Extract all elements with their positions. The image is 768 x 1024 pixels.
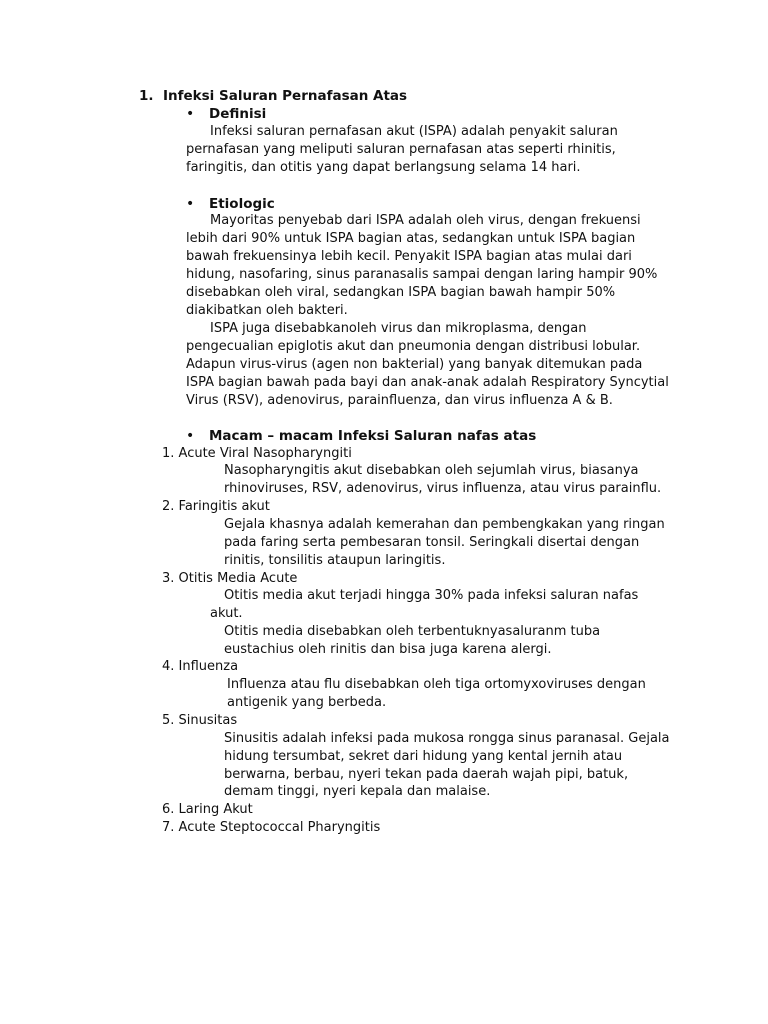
heading-title: Infeksi Saluran Pernafasan Atas: [163, 88, 408, 104]
list-item-label: 4. Influenza: [162, 659, 239, 674]
list-item-desc: antigenik yang berbeda.: [227, 695, 387, 710]
list-item-desc: Gejala khasnya adalah kemerahan dan pembengkakan yang ringan: [224, 517, 665, 532]
list-item-desc: demam tinggi, nyeri kepala dan malaise.: [224, 784, 491, 799]
list-item-desc: berwarna, berbau, nyeri tekan pada daerah wajah pipi, batuk,: [224, 767, 629, 782]
etiologic-para2-line: ISPA bagian bawah pada bayi dan anak-anak adalah Respiratory Syncytial: [186, 375, 669, 390]
list-item-desc: Otitis media akut terjadi hingga 30% pada infeksi saluran nafas: [224, 588, 639, 603]
macam-title: Macam – macam Infeksi Saluran nafas atas: [209, 428, 537, 444]
etiologic-para1-line: diakibatkan oleh bakteri.: [186, 303, 348, 318]
list-item-desc: eustachius oleh rinitis dan bisa juga karena alergi.: [224, 642, 552, 657]
etiologic-para1-line: lebih dari 90% untuk ISPA bagian atas, sedangkan untuk ISPA bagian: [186, 231, 636, 246]
bullet-macam: •: [186, 428, 195, 444]
list-item-label: 5. Sinusitas: [162, 713, 238, 728]
list-item-desc: Sinusitis adalah infeksi pada mukosa rongga sinus paranasal. Gejala: [224, 731, 670, 746]
heading-number: 1.: [139, 88, 154, 104]
list-item-label: 1. Acute Viral Nasopharyngiti: [162, 446, 352, 461]
etiologic-para2-line: Virus (RSV), adenovirus, parainfluenza, dan virus influenza A & B.: [186, 393, 613, 408]
etiologic-para1-line: Mayoritas penyebab dari ISPA adalah oleh virus, dengan frekuensi: [210, 213, 641, 228]
list-item-label: 3. Otitis Media Acute: [162, 571, 298, 586]
list-item-desc: rinitis, tonsilitis ataupun laringitis.: [224, 553, 446, 568]
etiologic-para2-line: Adapun virus-virus (agen non bakterial) yang banyak ditemukan pada: [186, 357, 643, 372]
definisi-line: Infeksi saluran pernafasan akut (ISPA) adalah penyakit saluran: [210, 124, 618, 139]
bullet-definisi: •: [186, 106, 195, 122]
list-item-desc: akut.: [210, 606, 243, 621]
definisi-line: pernafasan yang meliputi saluran pernafasan atas seperti rhinitis,: [186, 142, 616, 157]
bullet-etiologic: •: [186, 196, 195, 212]
etiologic-para2-line: ISPA juga disebabkanoleh virus dan mikroplasma, dengan: [210, 321, 587, 336]
etiologic-title: Etiologic: [209, 196, 275, 212]
list-item-desc: hidung tersumbat, sekret dari hidung yang kental jernih atau: [224, 749, 623, 764]
etiologic-para1-line: bawah frekuensinya lebih kecil. Penyakit ISPA bagian atas mulai dari: [186, 249, 632, 264]
etiologic-para1-line: disebabkan oleh viral, sedangkan ISPA bagian bawah hampir 50%: [186, 285, 616, 300]
etiologic-para1-line: hidung, nasofaring, sinus paranasalis sampai dengan laring hampir 90%: [186, 267, 658, 282]
list-item-label: 7. Acute Steptococcal Pharyngitis: [162, 820, 381, 835]
list-item-desc: Otitis media disebabkan oleh terbentuknyasaluranm tuba: [224, 624, 601, 639]
list-item-desc: Influenza atau flu disebabkan oleh tiga ortomyxoviruses dengan: [227, 677, 646, 692]
list-item-desc: pada faring serta pembesaran tonsil. Seringkali disertai dengan: [224, 535, 640, 550]
etiologic-para2-line: pengecualian epiglotis akut dan pneumonia dengan distribusi lobular.: [186, 339, 641, 354]
list-item-label: 2. Faringitis akut: [162, 499, 270, 514]
definisi-title: Definisi: [209, 106, 267, 122]
list-item-label: 6. Laring Akut: [162, 802, 253, 817]
list-item-desc: Nasopharyngitis akut disebabkan oleh sejumlah virus, biasanya: [224, 463, 639, 478]
list-item-desc: rhinoviruses, RSV, adenovirus, virus influenza, atau virus parainflu.: [224, 481, 662, 496]
definisi-line: faringitis, dan otitis yang dapat berlangsung selama 14 hari.: [186, 160, 581, 175]
